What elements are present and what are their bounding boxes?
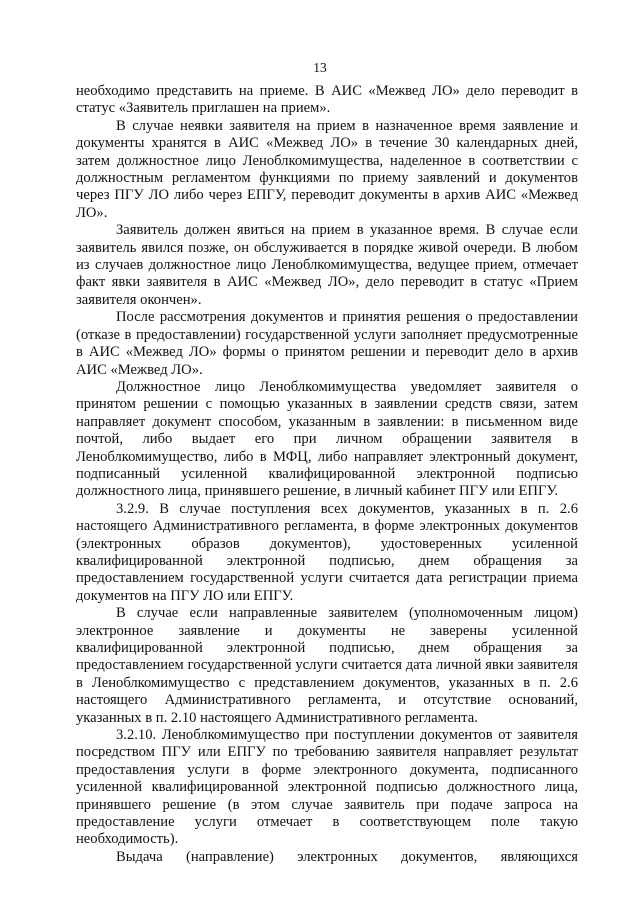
- paragraph-appearance: Заявитель должен явиться на прием в указанное время. В случае если заявитель явился позже, он обслуживается в порядке живой очереди. В любом из случаев должностное лицо Леноблкомимущества, ведущее прием, отмечает факт явки заявителя в АИС «Межвед ЛО», дело переводит в статус «Прием заявителя окончен».: [76, 222, 578, 308]
- paragraph-no-show: В случае неявки заявителя на прием в назначенное время заявление и документы хранятся в АИС «Межвед ЛО» в течение 30 календарных дней, затем должностное лицо Леноблкомимущества, наделенное в соответствии с должностным регламентом функциями по приему заявлений и документов через ПГУ ЛО либо через ЕПГУ, переводит документы в архив АИС «Межвед ЛО».: [76, 117, 578, 221]
- paragraph-continuation: необходимо представить на приеме. В АИС «Межвед ЛО» дело переводит в статус «Заявитель приглашен на прием».: [76, 83, 578, 117]
- paragraph-unsigned-documents: В случае если направленные заявителем (уполномоченным лицом) электронное заявление и документы не заверены усиленной квалифицированной электронной подписью, днем обращения за предоставлением государственной услуги считается дата личной явки заявителя в Леноблкомимущество с представлением документов, указанных в п. 2.6 настоящего Административного регламента, и отсутствие оснований, указанных в п. 2.10 настоящего Административного регламента.: [76, 605, 578, 726]
- paragraph-3-2-9: 3.2.9. В случае поступления всех документов, указанных в п. 2.6 настоящего Административного регламента, в форме электронных документов (электронных образов документов), удостоверенных усиленной квалифицированной электронной подписью, днем обращения за предоставлением государственной услуги считается дата регистрации приема документов на ПГУ ЛО или ЕПГУ.: [76, 500, 578, 604]
- paragraph-3-2-10: 3.2.10. Леноблкомимущество при поступлении документов от заявителя посредством ПГУ или ЕПГУ по требованию заявителя направляет результат предоставления услуги в форме электронного документа, подписанного усиленной квалифицированной электронной подписью должностного лица, принявшего решение (в этом случае заявитель при подаче запроса на предоставление услуги отмечает в соответствующем поле такую необходимость).: [76, 727, 578, 848]
- page-number: 13: [313, 60, 327, 75]
- paragraph-notification: Должностное лицо Леноблкомимущества уведомляет заявителя о принятом решении с помощью указанных в заявлении средств связи, затем направляет документ способом, указанным в заявлении: в письменном виде почтой, либо выдает его при личном обращении заявителя в Леноблкомимущество, либо в МФЦ, либо направляет электронный документ, подписанный усиленной квалифицированной электронной подписью должностного лица, принявшего решение, в личный кабинет ПГУ или ЕПГУ.: [76, 378, 578, 500]
- document-body: [76, 83, 578, 866]
- paragraph-decision: После рассмотрения документов и принятия решения о предоставлении (отказе в предоставлении) государственной услуги заполняет предусмотренные в АИС «Межвед ЛО» формы о принятом решении и переводит дело в архив АИС «Межвед ЛО».: [76, 309, 578, 378]
- paragraph-issuance: Выдача (направление) электронных документов, являющихся: [116, 848, 578, 865]
